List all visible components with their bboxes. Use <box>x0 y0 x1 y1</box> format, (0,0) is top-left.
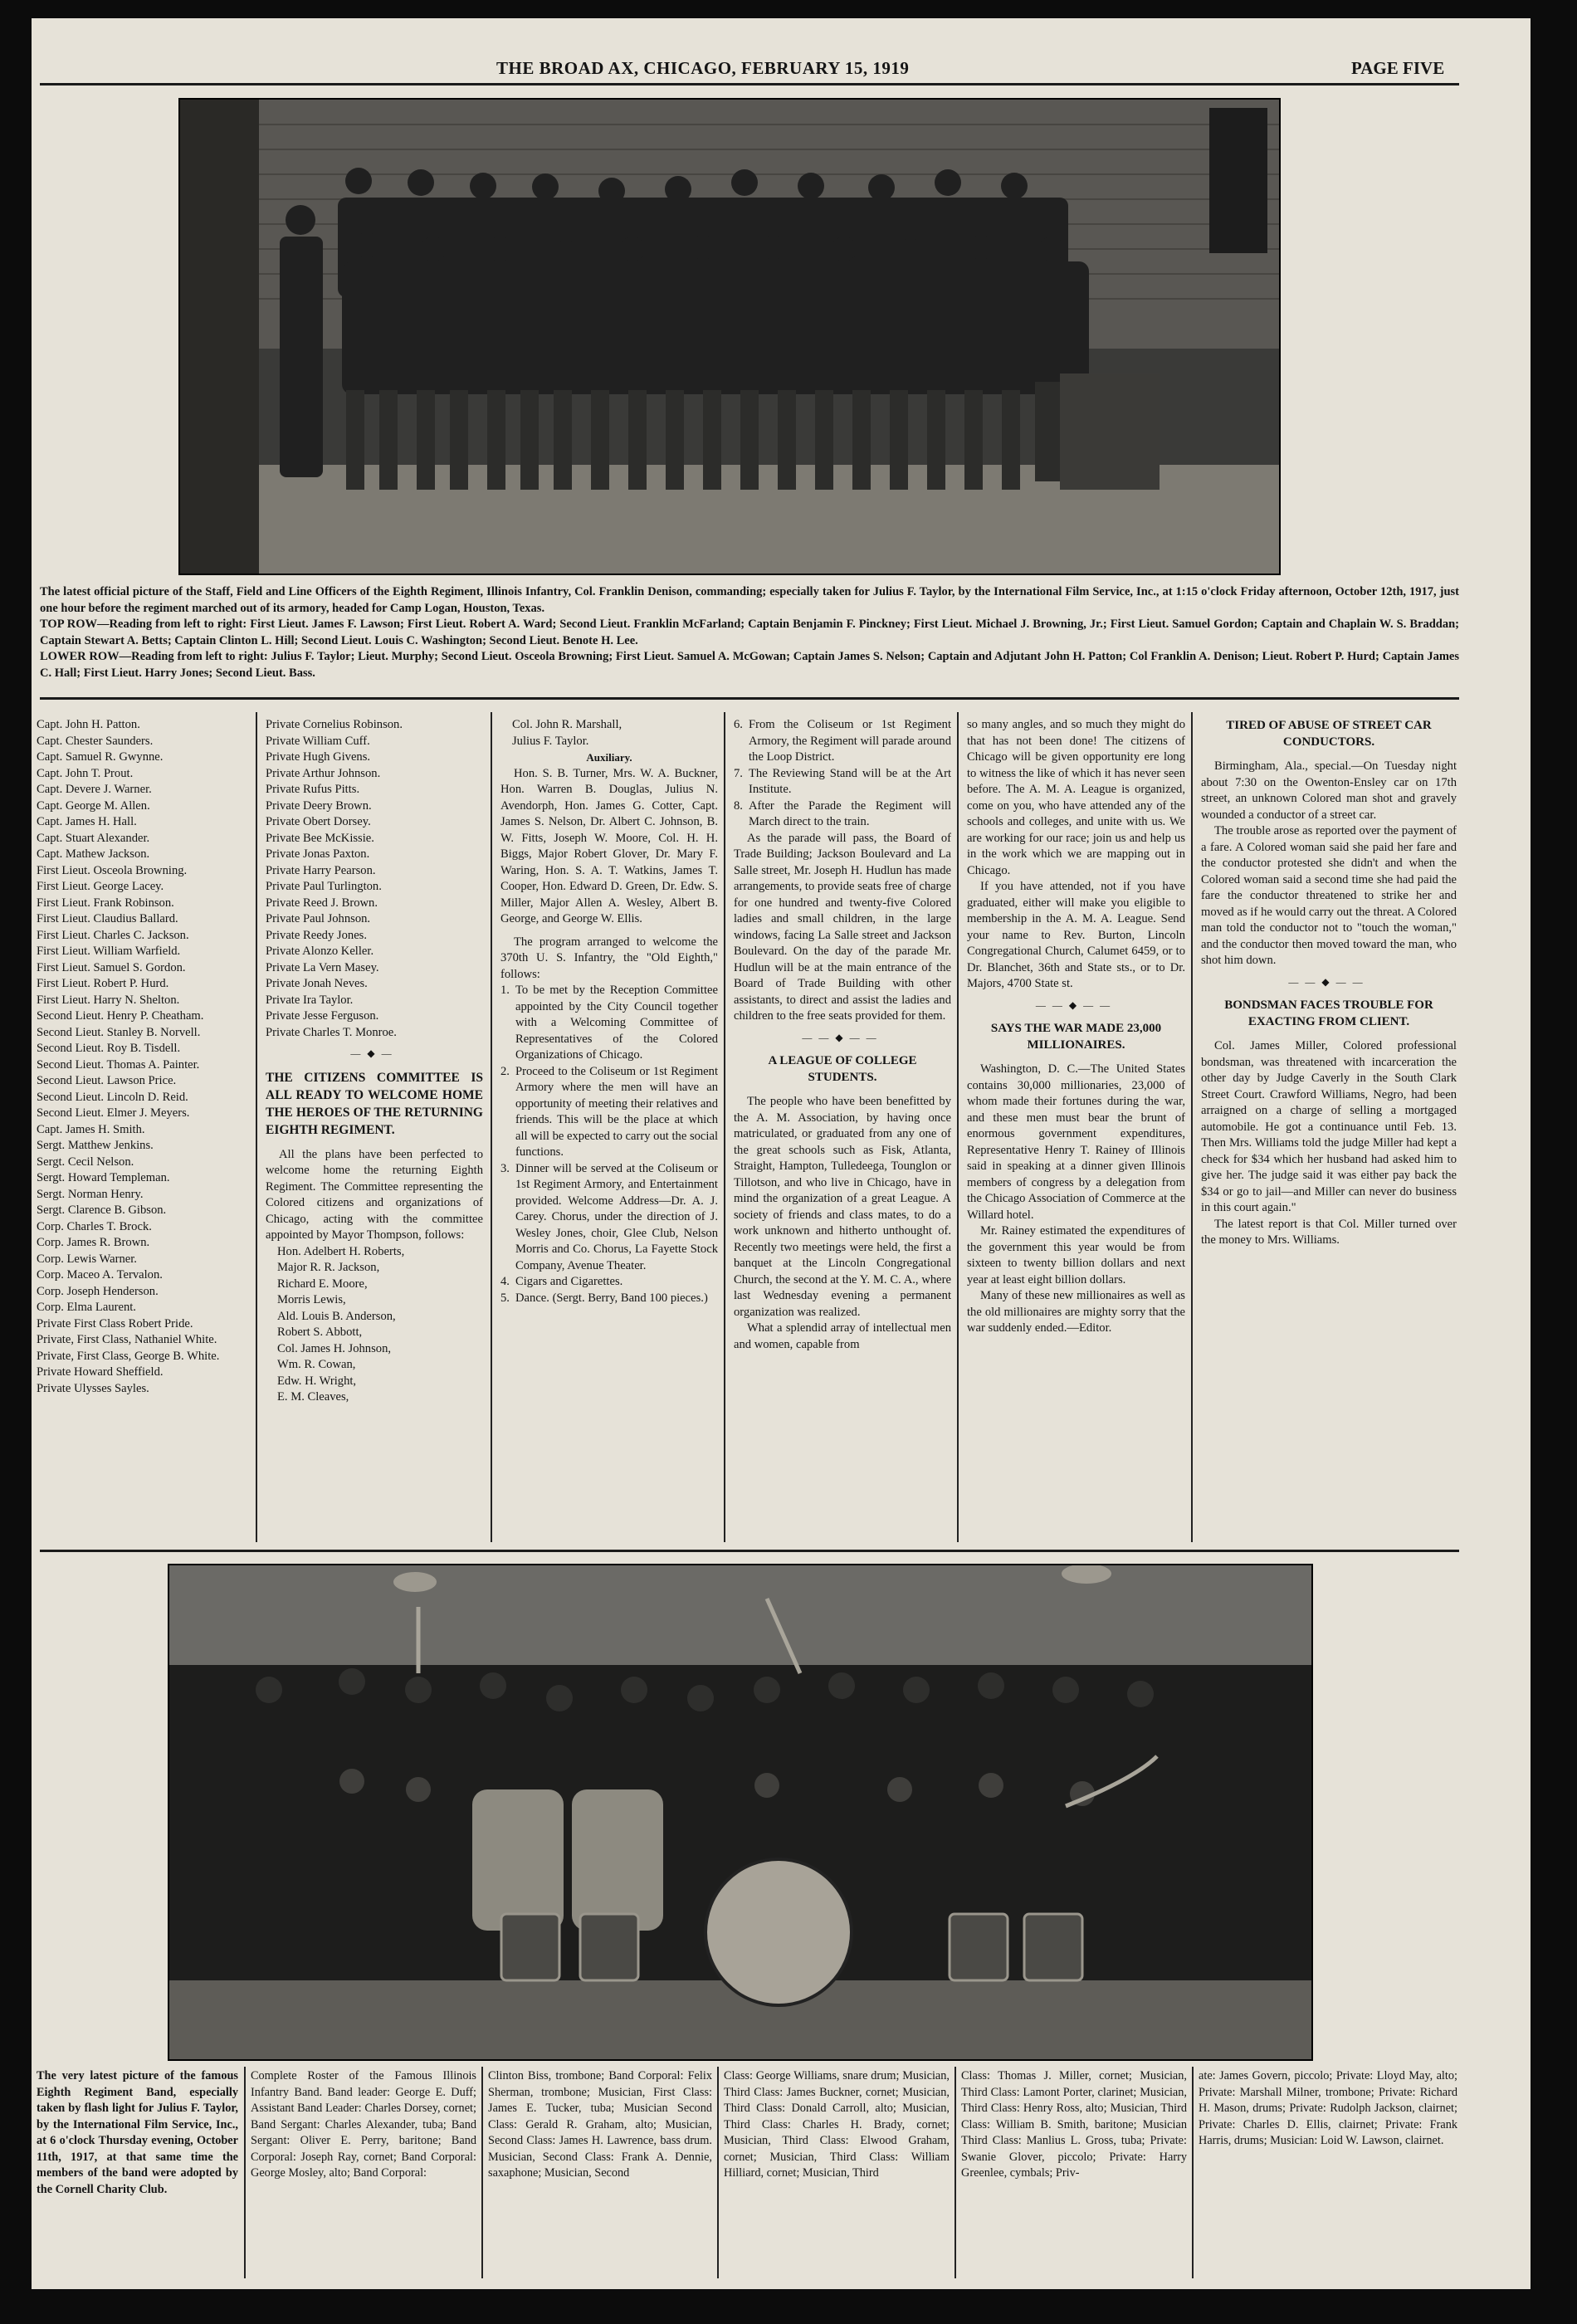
roster-entry: Private Paul Johnson. <box>266 912 371 925</box>
separator-ornament: ——◆—— <box>802 1031 883 1043</box>
war-paragraph-2: Mr. Rainey estimated the expenditures of the government this year would be from sixteen to twenty billion dollars and next year at least eight billion dollars. <box>967 1224 1185 1286</box>
band-caption-text: The very latest picture of the famous Eighth Regiment Band, especially taken by flash light for Julius F. Taylor, by the International Film Service, Inc., at 6 o'clock Thursday evening, October 11th, 1917, at that same time the members of the band were adopted by the Cornell Charity Club. <box>37 2069 238 2196</box>
roster-entry: Capt. Samuel R. Gwynne. <box>37 750 164 764</box>
roster-entry: Private Deery Brown. <box>266 798 372 813</box>
war-paragraph-3: Many of these new millionaires as well as the old millionaires are mighty sorry that the war suddenly ended.—Editor. <box>967 1289 1185 1335</box>
roster-entry: Private Jonah Neves. <box>266 977 368 990</box>
roster-entry: Private La Vern Masey. <box>266 960 379 974</box>
street-car-paragraph-1: Birmingham, Ala., special.—On Tuesday night about 7:30 on the Owenton-Ensley car on 17th street, an unknown Colored man shot and gravely wounded a conductor of a street car. <box>1201 759 1457 822</box>
band-roster-col-2 <box>488 2068 712 2182</box>
roster-entry: Private Cornelius Robinson. <box>266 718 403 731</box>
roster-entry: First Lieut. Frank Robinson. <box>37 896 174 910</box>
section-rule-top <box>40 697 1459 700</box>
committee-member: Wm. R. Cowan, <box>277 1358 356 1371</box>
roster-entry: Capt. George M. Allen. <box>37 798 150 813</box>
program-item-1: 1. To be met by the Reception Committee appointed by the City Council together with a Welcoming Committee of Representatives of the Colored Organizations of Chicago. <box>500 984 718 1062</box>
column-divider <box>957 712 959 1542</box>
program-league-column <box>734 717 951 1353</box>
officers-group-photo <box>178 98 1281 575</box>
roster-entry: Sergt. Howard Templeman. <box>37 1171 170 1184</box>
roster-entry: Capt. Mathew Jackson. <box>37 847 150 861</box>
parade-seating-paragraph: As the parade will pass, the Board of Trade Building; Jackson Boulevard and La Salle street, Mr. Joseph H. Hudlun has made arrangements, to provide seats free of charge for one hundred and twenty-five Colored ladies and small children, in the large windows, facing La Salle street and Jackson Boulevard. On the day of the parade Mr. Hudlun will be at the main entrance of the Board of Trade Building with other assistants, to direct and assist the ladies and children to the free seats provided for them. <box>734 831 951 1023</box>
roster-entry: Second Lieut. Roy B. Tisdell. <box>37 1042 181 1055</box>
roster-entry: Capt. James H. Hall. <box>37 815 137 828</box>
committee-member: Col. James H. Johnson, <box>277 1341 392 1355</box>
program-item-4: 4. Cigars and Cigarettes. <box>500 1275 623 1288</box>
header-rule <box>40 83 1459 85</box>
roster-entry: Private Hugh Givens. <box>266 750 371 764</box>
committee-member: Robert S. Abbott, <box>277 1326 363 1339</box>
auxiliary-list: Hon. S. B. Turner, Mrs. W. A. Buckner, Hon. Warren B. Douglas, Julius N. Avendorph, Hon. James G. Cotter, Capt. James S. Nelson, Dr. Albert C. Johnson, B. W. Fitts, Joseph W. Moore, Col. H. H. Biggs, Major Robert Glover, Dr. Mary F. Waring, Hon. S. A. T. Watkins, James T. Cooper, Hon. Edward D. Green, Dr. Edw. S. Miller, Major Allen A. Wesley, Albert B. George, and George W. Ellis. <box>500 766 718 925</box>
roster-entry: Corp. Joseph Henderson. <box>37 1284 159 1298</box>
caption-lower-row: LOWER ROW—Reading from left to right: Julius F. Taylor; Lieut. Murphy; Second Lieut. Osceola Browning; First Lieut. Samuel A. McGowan; Captain James S. Nelson; Captain and Adjutant John H. Patton; Col Franklin A. Denison; Lieut. Robert P. Hurd; Captain James C. Hall; First Lieut. Harry Jones; Second Lieut. Bass. <box>40 650 1459 680</box>
auxiliary-subhead: Auxiliary. <box>586 751 632 764</box>
roster-entry: Sergt. Clarence B. Gibson. <box>37 1204 167 1217</box>
separator-ornament: ——◆—— <box>1288 975 1370 988</box>
roster-entry: Private Howard Sheffield. <box>37 1365 164 1379</box>
roster-entry: Private Rufus Pitts. <box>266 783 360 796</box>
roster-entry: Private Alonzo Keller. <box>266 945 374 958</box>
roster-entry: Corp. Charles T. Brock. <box>37 1219 152 1233</box>
roster-entry: Corp. Elma Laurent. <box>37 1301 136 1314</box>
program-item-6: 6. From the Coliseum or 1st Regiment Armory, the Regiment will parade around the Loop District. <box>734 718 951 764</box>
roster-entry: First Lieut. George Lacey. <box>37 880 164 893</box>
roster-entry: First Lieut. Harry N. Shelton. <box>37 993 180 1007</box>
bondsman-paragraph-2: The latest report is that Col. Miller turned over the money to Mrs. Williams. <box>1201 1217 1457 1247</box>
program-item-5: 5. Dance. (Sergt. Berry, Band 100 pieces.) <box>500 1291 708 1305</box>
committee-member: Morris Lewis, <box>277 1293 346 1306</box>
roster-entry: Corp. James R. Brown. <box>37 1236 150 1249</box>
citizens-intro-paragraph: All the plans have been perfected to welcome home the returning Eighth Regiment. The Committee representing the Colored citizens and organizations of Chicago, acting with the committee appointed by Mayor Thompson, follows: <box>266 1147 483 1242</box>
league-paragraph-1: The people who have been benefitted by the A. M. Association, by having once matriculated, or graduated from any one of the great schools such as Fisk, Atlanta, Straight, Hampton, Tulledeega, Tounglon or Tillotson, and who live in Chicago, have in mind the organization of a great League. A society of friends and class mates, to do a work unknown and hitherto unthought of. Recently two meetings were held, the first a banquet at the Lincoln Congregational Church, the second at the Y. M. C. A., where last Wednesday evening a permanent organization was realized. <box>734 1095 951 1319</box>
league-paragraph-2-start: What a splendid array of intellectual men and women, capable from <box>734 1321 951 1351</box>
band-roster-text: Complete Roster of the Famous Illinois Infantry Band. Band leader: George E. Duff; Assistant Band Leader: Charles Dorsey, cornet; Band Sergant: Charles Alexander, tuba; Band Sergant: Oliver E. Perry, baritone; Band Corporal: Joseph Ray, cornet; Band Corporal: George Mosley, alto; Band Corporal: <box>251 2069 476 2180</box>
war-paragraph-1: Washington, D. C.—The United States contains 30,000 millionaries, 23,000 of whom made their fortunes during the war, and these men must bear the brunt of enormous government expenditures, Representative Henry T. Rainey of Illinois said in speaking at a dinner given Illinois members of congress by a delegation from the Chicago Association of Commerce at the Willard hotel. <box>967 1062 1185 1222</box>
roster-entry: Private Ira Taylor. <box>266 993 354 1007</box>
roster-entry: Capt. John T. Prout. <box>37 766 134 780</box>
officers-photo-caption <box>40 584 1459 681</box>
program-item-7: 7. The Reviewing Stand will be at the Art Institute. <box>734 766 951 796</box>
column-divider <box>256 712 257 1542</box>
newspaper-page <box>32 18 1531 2289</box>
band-roster-text: Class: Thomas J. Miller, cornet; Musician, Third Class: Lamont Porter, clarinet; Musician, Third Class: Henry Ross, alto; Musician, Third Class: William B. Smith, baritone; Musician Third Class: Manlius L. Gross, tuba; Private: Swanie Glover, piccolo; Private: Harry Greenlee, cymbals; Priv- <box>961 2069 1187 2180</box>
separator-ornament: ——◆—— <box>1035 998 1117 1011</box>
league-paragraph-2-cont: so many angles, and so much they might do that has not been done! The citizens of Chicago will be given opportunity ere long to witness the like of which it has never seen before. The A. M. A. League is organized, come on you, who have attended any of the schools and colleges, and unite with us. We are working for our race; join us and help us in the work which we are mapping out in Chicago. <box>967 718 1185 877</box>
roster-entry: Corp. Maceo A. Tervalon. <box>37 1268 163 1282</box>
roster-entry: Private Ulysses Sayles. <box>37 1381 149 1395</box>
roster-entry: Private Jesse Ferguson. <box>266 1009 379 1023</box>
band-group-photo <box>168 1564 1313 2061</box>
committee-program-column <box>500 717 718 1306</box>
league-headline: A LEAGUE OF COLLEGE STUDENTS. <box>768 1054 917 1084</box>
caption-top-row: TOP ROW—Reading from left to right: First Lieut. James F. Lawson; First Lieut. Robert A. Ward; Second Lieut. Franklin McFarland; Captain Benjamin F. Pinckney; First Lieut. Michael J. Browning, Jr.; First Lieut. Samuel Gordon; Captain and Chaplain W. S. Braddan; Captain Stewart A. Betts; Captain Clinton L. Hill; Second Lieut. Louis C. Washington; Second Lieut. Benote H. Lee. <box>40 618 1459 647</box>
roster-entry: First Lieut. William Warfield. <box>37 945 181 958</box>
column-divider <box>1191 712 1193 1542</box>
column-divider <box>1192 2067 1194 2278</box>
bondsman-paragraph-1: Col. James Miller, Colored professional bondsman, was threatened with incarceration the other day by Judge Caverly in the South Clark Street Court. Crawford Williams, Negro, had been arraigned on a charge of selling a mortgaged automobile. He got a continuance until Feb. 13. Then Mrs. Williams told the judge Miller had kept a check for $34 which her husband had asked him to give her. The judge said it was either pay back the $34 or go to jail—and Miller can never do business in this court again." <box>1201 1039 1457 1214</box>
officer-roster-column <box>37 717 251 1397</box>
roster-entry: Second Lieut. Elmer J. Meyers. <box>37 1106 190 1120</box>
roster-entry: First Lieut. Osceola Browning. <box>37 863 188 877</box>
roster-entry: Private Jonas Paxton. <box>266 847 370 861</box>
band-photo-caption <box>37 2068 238 2198</box>
roster-entry: Private, First Class, Nathaniel White. <box>37 1333 217 1346</box>
committee-member: Edw. H. Wright, <box>277 1374 357 1388</box>
section-rule-bottom <box>40 1550 1459 1552</box>
roster-entry: Second Lieut. Lincoln D. Reid. <box>37 1090 188 1104</box>
roster-entry: Private Bee McKissie. <box>266 831 374 845</box>
roster-entry: Corp. Lewis Warner. <box>37 1252 137 1266</box>
roster-entry: Capt. James H. Smith. <box>37 1122 145 1136</box>
band-roster-col-1 <box>251 2068 476 2182</box>
column-divider <box>481 2067 483 2278</box>
roster-entry: Private Reed J. Brown. <box>266 896 378 910</box>
column-divider <box>724 712 725 1542</box>
street-car-bondsman-column <box>1201 717 1457 1249</box>
roster-entry: Second Lieut. Stanley B. Norvell. <box>37 1025 201 1039</box>
roster-entry: First Lieut. Robert P. Hurd. <box>37 977 169 990</box>
roster-entry: Private Paul Turlington. <box>266 880 382 893</box>
roster-entry: Sergt. Cecil Nelson. <box>37 1155 134 1169</box>
bondsman-headline: BONDSMAN FACES TROUBLE FOR EXACTING FROM CLIENT. <box>1224 998 1433 1028</box>
roster-entry: First Lieut. Claudius Ballard. <box>37 912 178 925</box>
program-item-8: 8. After the Parade the Regiment will March direct to the train. <box>734 798 951 828</box>
committee-member: Ald. Louis B. Anderson, <box>277 1309 396 1323</box>
committee-member: Major R. R. Jackson, <box>277 1261 380 1274</box>
roster-entry: First Lieut. Charles C. Jackson. <box>37 928 189 942</box>
roster-entry: Capt. Devere J. Warner. <box>37 783 152 796</box>
war-millionaires-headline: SAYS THE WAR MADE 23,000 MILLIONAIRES. <box>990 1022 1162 1052</box>
committee-member: Col. John R. Marshall, <box>512 718 622 731</box>
committee-member: Hon. Adelbert H. Roberts, <box>277 1244 405 1258</box>
committee-member: Richard E. Moore, <box>277 1277 368 1291</box>
roster-entry: Capt. Chester Saunders. <box>37 734 154 748</box>
band-roster-text: ate: James Govern, piccolo; Private: Lloyd May, alto; Private: Marshall Milner, trombone; Private: Richard H. Mason, drums; Private: Rudolph Jackson, clairnet; Private: Charles D. Ellis, clairnet; Private: Frank Harris, drums; Musician: Loid W. Lawson, clairnet. <box>1199 2069 1457 2147</box>
roster-entry: Private William Cuff. <box>266 734 370 748</box>
column-divider <box>491 712 492 1542</box>
committee-member: Julius F. Taylor. <box>512 734 589 748</box>
separator-ornament: —◆— <box>350 1047 398 1059</box>
masthead-date-line: THE BROAD AX, CHICAGO, FEBRUARY 15, 1919 <box>496 58 910 78</box>
citizens-committee-headline: THE CITIZENS COMMITTEE IS ALL READY TO WELCOME HOME THE HEROES OF THE RETURNING EIGHTH REGIMENT. <box>266 1070 483 1137</box>
league-war-column <box>967 717 1185 1337</box>
column-divider <box>244 2067 246 2278</box>
caption-intro: The latest official picture of the Staff, Field and Line Officers of the Eighth Regiment, Illinois Infantry, Col. Franklin Denison, commanding; especially taken for Julius F. Taylor, by the International Film Service, Inc., at 1:15 o'clock Friday afternoon, October 12th, 1917, just one hour before the regiment marched out of its armory, headed for Camp Logan, Houston, Texas. <box>40 585 1459 615</box>
program-item-2: 2. Proceed to the Coliseum or 1st Regiment Armory where the men will have an opportunity of meeting their relatives and friends. This will be the place at which all will be expected to carry out the social functions. <box>500 1064 718 1159</box>
roster-entry: Capt. John H. Patton. <box>37 718 140 731</box>
street-car-headline: TIRED OF ABUSE OF STREET CAR CONDUCTORS. <box>1226 719 1432 749</box>
roster-entry: Private Reedy Jones. <box>266 928 367 942</box>
roster-entry: Private First Class Robert Pride. <box>37 1316 193 1330</box>
roster-entry: Sergt. Norman Henry. <box>37 1187 144 1201</box>
roster-entry: Private Arthur Johnson. <box>266 766 381 780</box>
band-roster-col-3 <box>724 2068 950 2182</box>
roster-and-committee-column <box>266 717 483 1406</box>
roster-entry: Private Obert Dorsey. <box>266 815 371 828</box>
roster-entry: Second Lieut. Lawson Price. <box>37 1074 177 1087</box>
program-intro: The program arranged to welcome the 370th U. S. Infantry, the "Old Eighth," follows: <box>500 935 718 981</box>
roster-entry: First Lieut. Samuel S. Gordon. <box>37 960 186 974</box>
roster-entry: Private Charles T. Monroe. <box>266 1025 397 1039</box>
band-roster-col-5 <box>1199 2068 1457 2150</box>
street-car-paragraph-2: The trouble arose as reported over the payment of a fare. A Colored woman said she paid her fare and the conductor protested she didn't and when the Colored woman said a second time she had paid the fare the conductor threatened to strike her and moved as if he would carry out the threat. A Colored man told the conductor not to "touch the woman," and the conductor then moved toward the man, who shot him down. <box>1201 824 1457 967</box>
roster-entry: Private Harry Pearson. <box>266 863 376 877</box>
band-roster-col-4 <box>961 2068 1187 2182</box>
roster-entry: Sergt. Matthew Jenkins. <box>37 1139 154 1152</box>
roster-entry: Second Lieut. Thomas A. Painter. <box>37 1057 200 1072</box>
band-roster-text: Clinton Biss, trombone; Band Corporal: Felix Sherman, trombone; Musician, First Class: James E. Tucker, tuba; Musician Second Class: Gerald R. Graham, alto; Musician, Second Class: James H. Lawrence, bass drum. Musician, Second Class: Frank A. Dennie, saxaphone; Musician, Second <box>488 2069 712 2180</box>
roster-entry: Second Lieut. Henry P. Cheatham. <box>37 1009 204 1023</box>
band-roster-text: Class: George Williams, snare drum; Musician, Third Class: James Buckner, cornet; Musician, Third Class: Donald Carroll, alto; Musician, Third Class: Charles H. Brady, cornet; Musician, Third Class: Elwood Graham, cornet; Musician, Third Class: William Hilliard, cornet; Musician, Third <box>724 2069 950 2180</box>
column-divider <box>717 2067 719 2278</box>
program-item-3: 3. Dinner will be served at the Coliseum or 1st Regiment Armory, and Entertainment provided. Welcome Address—Dr. A. J. Carey. Chorus, under the direction of J. Wesley Jones, choir, Glee Club, Nelson Morris and Co. Chorus, La Fayette Stock Company, Avenue Theater. <box>500 1161 718 1272</box>
committee-member: E. M. Cleaves, <box>277 1390 349 1404</box>
column-divider <box>954 2067 956 2278</box>
page-number: PAGE FIVE <box>1351 58 1445 78</box>
roster-entry: Capt. Stuart Alexander. <box>37 831 150 845</box>
league-paragraph-3: If you have attended, not if you have graduated, either will make you eligible to membership in the A. M. A. League. Send your name to Rev. Burton, Lincoln Congregational Church, Calumet 6459, or to Dr. Blanchet, 36th and State sts., or to Dr. Majors, 4700 State st. <box>967 880 1185 990</box>
roster-entry: Private, First Class, George B. White. <box>37 1349 220 1363</box>
